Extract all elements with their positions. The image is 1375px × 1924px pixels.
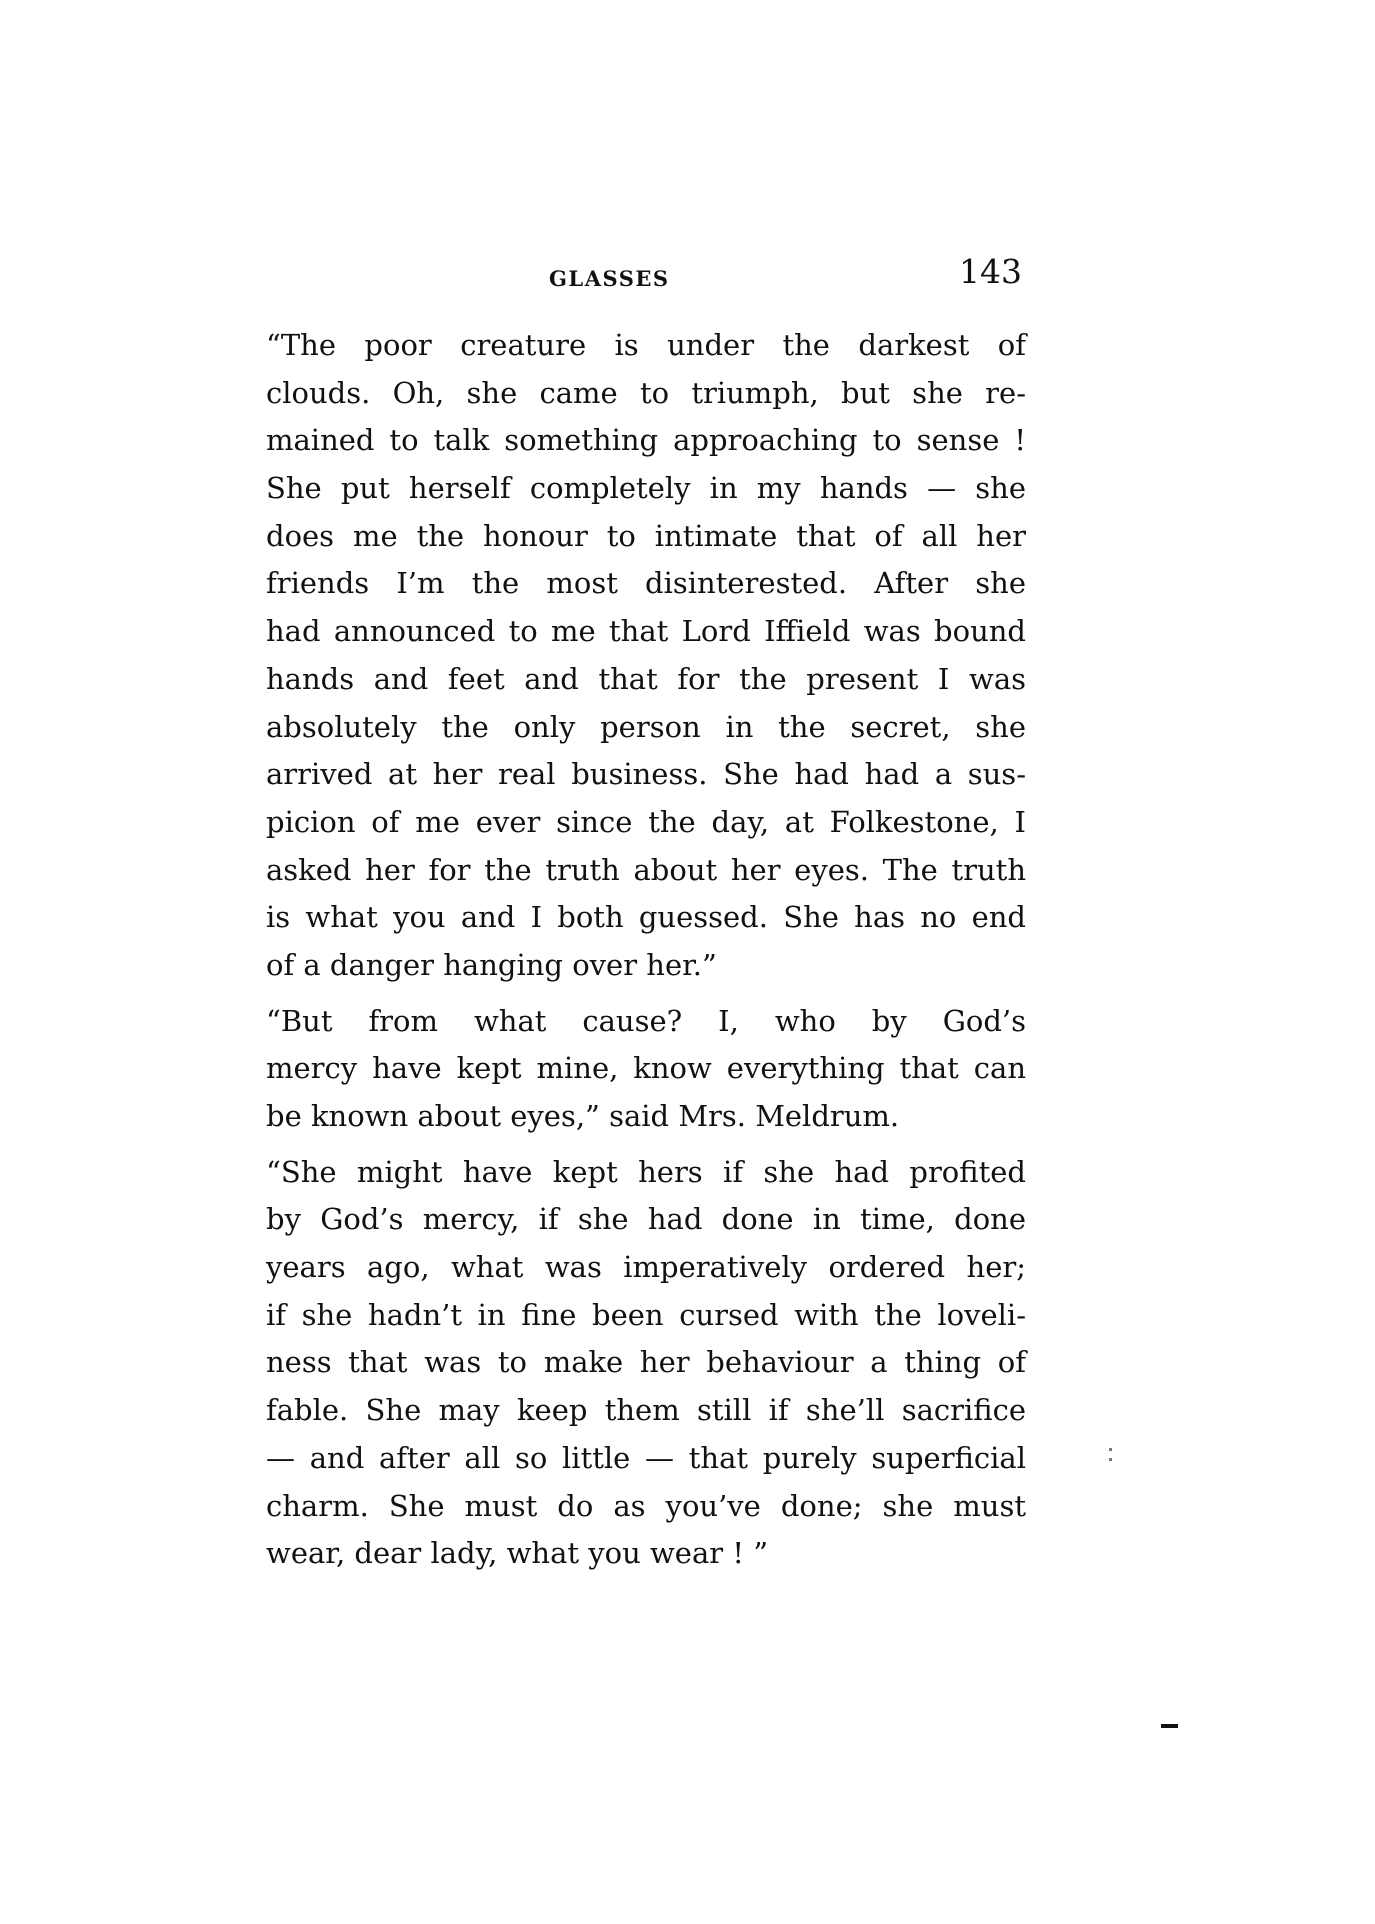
text-line: if she hadn’t in fine been cursed with the loveli- [266,1297,1026,1332]
running-title: GLASSES [549,266,670,291]
text-line: “The poor creature is under the darkest of [266,328,1026,362]
text-line: years ago, what was imperatively ordered her; [266,1250,1026,1285]
text-line: had announced to me that Lord Iffield was bound [266,614,1026,649]
text-line: mercy have kept mine, know everything that can [266,1051,1026,1086]
text-line: “But from what cause? I, who by God’s [266,1003,1026,1038]
paragraph-2 [266,998,1026,1141]
scan-mark [1161,1724,1178,1728]
text-line: wear, dear lady, what you wear ! ” [266,1536,769,1571]
text-line: hands and feet and that for the present I was [266,661,1026,696]
paragraph-1 [266,322,1026,990]
text-line: ness that was to make her behaviour a thing of [266,1345,1026,1380]
paragraph-3 [266,1149,1026,1578]
text-line: be known about eyes,” said Mrs. Meldrum. [266,1099,900,1133]
text-line: “She might have kept hers if she had profited [266,1154,1026,1189]
text-line: clouds. Oh, she came to triumph, but she re- [266,375,1026,410]
text-line: does me the honour to intimate that of all her [266,518,1026,553]
text-line: picion of me ever since the day, at Folkestone, I [266,804,1026,839]
text-line: — and after all so little — that purely superficial [266,1440,1026,1475]
text-line: She put herself completely in my hands — she [266,471,1026,506]
text-line: of a danger hanging over her.” [266,947,717,982]
running-head [266,252,1024,302]
text-line: by God’s mercy, if she had done in time, done [266,1202,1026,1237]
text-line: fable. She may keep them still if she’ll sacrifice [266,1393,1026,1428]
page-number: 143 [959,252,1022,291]
text-line: is what you and I both guessed. She has no end [266,900,1026,935]
text-line: absolutely the only person in the secret, she [266,709,1026,744]
text-line: asked her for the truth about her eyes. The truth [266,852,1026,887]
body-text [266,322,1026,1578]
text-line: charm. She must do as you’ve done; she must [266,1488,1026,1523]
text-line: arrived at her real business. She had had a sus- [266,757,1026,792]
text-line: friends I’m the most disinterested. After she [266,566,1026,601]
text-line: mained to talk something approaching to sense ! [266,423,1026,458]
scan-speck [1109,1448,1112,1466]
